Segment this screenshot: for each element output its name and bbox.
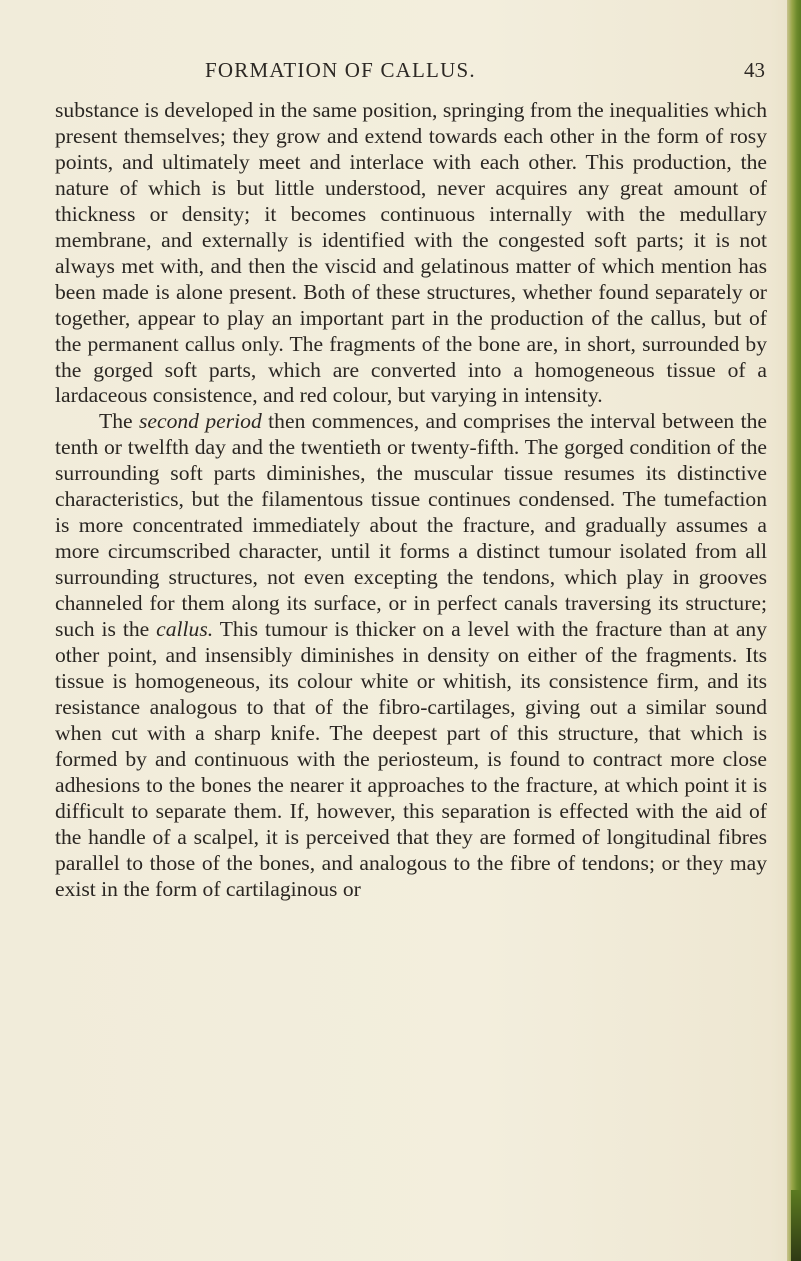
paragraph-2-text: then commences, and comprises the interval between the tenth or twelfth day and the twentieth or twenty-fifth. The gorged condition of the surrounding soft parts diminishes, the muscular tissue resumes its distinctive characteristics, but the filamentous tissue continues condensed. The tumefaction is more concentrated immediately about the fracture, and gradually assumes a more circumscribed character, until it forms a distinct tumour isolated from all surrounding structures, not even excepting the tendons, which play in grooves channeled for them along its surface, or in perfect canals traversing its structure; such is the [55,409,767,642]
paragraph-2-text: This tumour is thicker on a level with the fracture than at any other point, and insensibly diminishes in density on either of the fragments. Its tissue is homogeneous, its colour white or whitish, its consistence firm, and its resistance analogous to that of the fibro-cartilages, giving out a similar sound when cut with a sharp knife. The deepest part of this structure, that which is formed by and continuous with the periosteum, is found to contract more close adhesions to the bones the nearer it approaches to the fracture, at which point it is difficult to separate them. If, however, this separation is effected with the aid of the handle of a scalpel, it is perceived that they are formed of longitudinal fibres parallel to those of the bones, and analogous to the fibre of tendons; or they may exist in the form of cartilaginous or [55,617,767,901]
paragraph-2-text: The [99,409,139,434]
page-edge-shadow [791,1190,801,1261]
running-head: FORMATION OF CALLUS. [205,58,476,82]
page-header [0,58,801,88]
page-number: 43 [744,58,765,82]
page-edge [787,0,801,1261]
paragraph-2 [55,409,767,902]
paragraph-1: substance is developed in the same position, springing from the inequalities which present themselves; they grow and extend towards each other in the form of rosy points, and ultimately meet and interlace with each other. This production, the nature of which is but little understood, never acquires any great amount of thickness or density; it becomes continuous internally with the medullary membrane, and externally is identified with the congested soft parts; it is not always met with, and then the viscid and gelatinous matter of which mention has been made is alone present. Both of these structures, whether found separately or together, appear to play an important part in the production of the callus, but of the permanent callus only. The fragments of the bone are, in short, surrounded by the gorged soft parts, which are converted into a homogeneous tissue of a lardaceous consistence, and red colour, but varying in intensity. [55,98,767,408]
page-body [55,98,767,903]
emphasis-second-period: second period [139,409,262,434]
emphasis-callus: callus. [156,617,214,642]
